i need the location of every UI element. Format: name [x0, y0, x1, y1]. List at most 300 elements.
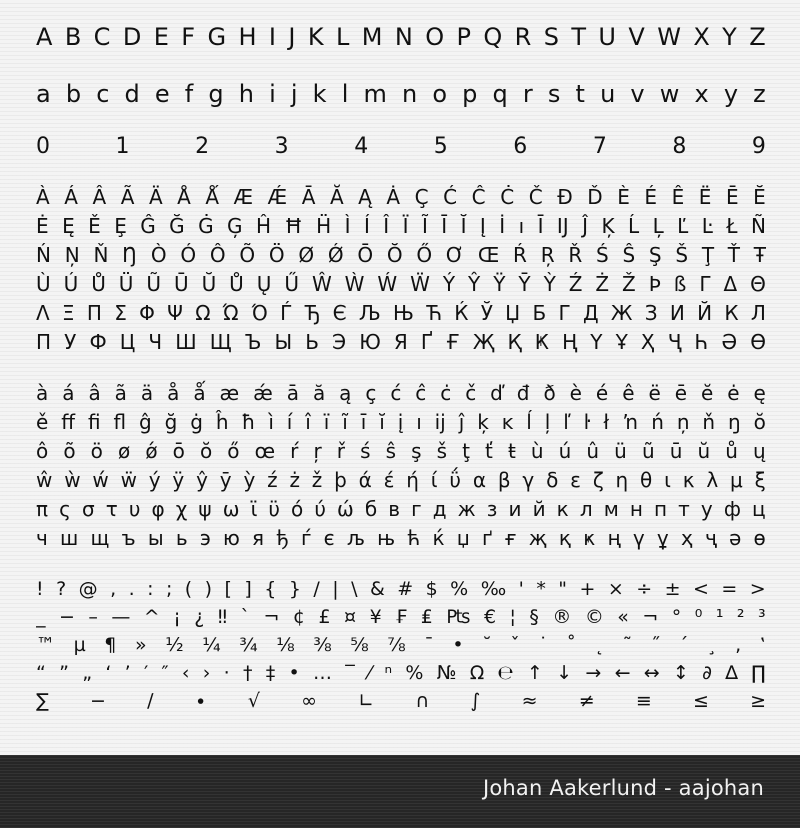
glyph: ẅ	[120, 467, 137, 492]
glyph: Ž	[622, 271, 636, 296]
glyph: К	[724, 300, 739, 325]
glyph: _	[36, 606, 46, 628]
glyph: Ң	[562, 329, 578, 354]
glyph: Ã	[120, 184, 135, 209]
glyph: s	[547, 80, 561, 108]
glyph: ↑	[527, 662, 543, 684]
glyph: ΰ	[449, 467, 461, 492]
glyph: ř	[336, 438, 346, 463]
glyph: g	[208, 80, 224, 108]
glyph: Ū	[173, 271, 189, 296]
glyph: Ĉ	[471, 184, 486, 209]
glyph: ¸	[706, 634, 717, 656]
glyph: ∆	[725, 662, 738, 684]
glyph: қ	[558, 525, 572, 550]
glyph: ℮	[497, 662, 514, 684]
glyph: ä	[140, 380, 154, 405]
glyph: ю	[223, 525, 240, 550]
glyph: щ	[90, 525, 110, 550]
glyph: ę	[753, 380, 766, 405]
glyph: $	[425, 578, 438, 600]
glyph: ¾	[239, 634, 258, 656]
glyph: ˙	[538, 634, 548, 656]
glyph: {	[264, 578, 277, 600]
glyph: Ұ	[615, 329, 628, 354]
glyph: –	[88, 606, 98, 628]
glyph: Ė	[36, 213, 49, 238]
glyph: ų	[753, 438, 766, 463]
glyph: ц	[752, 496, 766, 521]
glyph: Â	[92, 184, 107, 209]
glyph: Q	[483, 23, 503, 51]
glyph: Ξ	[61, 300, 75, 325]
glyph: б	[364, 496, 378, 521]
glyph: %	[450, 578, 469, 600]
glyph: l	[341, 80, 349, 108]
glyph: ‼	[217, 606, 228, 628]
glyph: ³	[758, 606, 766, 628]
glyph: ŝ	[385, 438, 397, 463]
glyph: Ć	[443, 184, 458, 209]
glyph: ǻ	[193, 380, 206, 405]
glyph: Ă	[329, 184, 344, 209]
glyph: n	[402, 80, 418, 108]
glyph: ‾	[345, 662, 355, 684]
glyph: Ņ	[64, 242, 80, 267]
glyph: S	[543, 23, 559, 51]
glyph: 4	[354, 133, 369, 159]
glyph: è	[569, 380, 582, 405]
glyph: į	[397, 409, 404, 434]
footer-bar	[0, 755, 800, 828]
glyph: Ţ	[701, 242, 715, 267]
glyph: ö	[90, 438, 103, 463]
glyph: I	[268, 23, 276, 51]
glyph: ό	[291, 496, 304, 521]
glyph: ż	[289, 467, 300, 492]
glyph: Ĵ	[582, 213, 589, 238]
glyph: Ў	[480, 300, 493, 325]
glyph: »	[134, 634, 147, 656]
glyph: Ĭ	[460, 213, 467, 238]
glyph: Ф	[89, 329, 107, 354]
glyph: F	[181, 23, 196, 51]
glyph: ж	[457, 496, 476, 521]
glyph: '	[518, 578, 524, 600]
glyph: Ų	[256, 271, 272, 296]
glyph: ȳ	[219, 467, 232, 492]
glyph: ∩	[415, 690, 430, 712]
glyph: Õ	[239, 242, 256, 267]
glyph: д	[432, 496, 447, 521]
glyph: Á	[64, 184, 78, 209]
glyph: ů	[725, 438, 738, 463]
glyph: ↕	[672, 662, 689, 684]
glyph: н	[629, 496, 643, 521]
extended-upper-row-6	[36, 327, 766, 356]
glyph: л	[579, 496, 593, 521]
glyph: ŀ	[583, 409, 591, 434]
glyph: п	[654, 496, 668, 521]
glyph: ™	[36, 634, 55, 656]
extended-upper-row-1	[36, 182, 766, 211]
glyph: Ŕ	[513, 242, 527, 267]
glyph: Ą	[358, 184, 372, 209]
glyph: Ń	[36, 242, 51, 267]
glyph: ‚	[735, 634, 742, 656]
glyph: p	[462, 80, 478, 108]
extended-lower-row-4	[36, 465, 766, 494]
glyph: ¿	[194, 606, 205, 628]
glyph: Φ	[139, 300, 155, 325]
glyph: ŕ	[290, 438, 299, 463]
glyph: ћ	[407, 525, 421, 550]
glyph: ь	[175, 525, 188, 550]
glyph: Ě	[88, 213, 101, 238]
glyph: Δ	[723, 271, 738, 296]
glyph: B	[64, 23, 82, 51]
glyph: Ĳ	[556, 213, 569, 238]
glyph: Җ	[472, 329, 495, 354]
glyph: Ҝ	[534, 329, 549, 354]
glyph: €	[483, 606, 497, 628]
glyph: U	[598, 23, 616, 51]
symbols-row-2	[36, 603, 766, 631]
glyph: ň	[702, 409, 716, 434]
glyph: ĸ	[501, 409, 514, 434]
glyph: d	[124, 80, 140, 108]
glyph: Ũ	[146, 271, 162, 296]
glyph: ]	[244, 578, 252, 600]
glyph: à	[36, 380, 49, 405]
glyph: (	[184, 578, 193, 600]
glyph: ς	[59, 496, 71, 521]
glyph: ;	[165, 578, 173, 600]
glyph: ŗ	[313, 438, 322, 463]
glyph: *	[536, 578, 546, 600]
glyph: ≠	[578, 690, 595, 712]
glyph: w	[659, 80, 680, 108]
glyph: Z	[749, 23, 766, 51]
glyph: |	[332, 578, 339, 600]
glyph: ы	[147, 525, 164, 550]
glyph: ψ	[198, 496, 212, 521]
glyph: A	[36, 23, 53, 51]
glyph: Ч	[148, 329, 163, 354]
glyph: Ŭ	[201, 271, 217, 296]
glyph: Ω	[195, 300, 211, 325]
glyph: Ī	[537, 213, 544, 238]
extended-upper-row-2	[36, 211, 766, 240]
glyph: ë	[648, 380, 661, 405]
glyph: −	[58, 606, 75, 628]
glyph: У	[64, 329, 77, 354]
glyph: ¦	[509, 606, 516, 628]
glyph: «	[617, 606, 629, 628]
glyph: ì	[268, 409, 274, 434]
glyph: Ǻ	[205, 184, 220, 209]
glyph: ẃ	[92, 467, 109, 492]
glyph: Ỳ	[543, 271, 556, 296]
glyph: Ḧ	[316, 213, 332, 238]
glyph: ⅛	[276, 634, 295, 656]
glyph: П	[36, 329, 52, 354]
glyph: Ë	[698, 184, 712, 209]
glyph: ι	[664, 467, 671, 492]
glyph: ∞	[301, 690, 317, 712]
glyph: È	[617, 184, 630, 209]
glyph: ′	[143, 662, 149, 684]
glyph: ı	[518, 213, 525, 238]
glyph: ө	[753, 525, 766, 550]
glyph: ±	[664, 578, 681, 600]
glyph: ҷ	[704, 525, 717, 550]
glyph: ǿ	[145, 438, 158, 463]
glyph: √	[247, 690, 260, 712]
glyph: Я	[393, 329, 408, 354]
glyph: ≡	[635, 690, 652, 712]
glyph: !	[36, 578, 44, 600]
glyph: Ű	[284, 271, 299, 296]
glyph: Č	[528, 184, 543, 209]
glyph: f	[184, 80, 194, 108]
glyph: ↓	[556, 662, 573, 684]
glyph: ũ	[641, 438, 655, 463]
glyph: Ì	[344, 213, 351, 238]
glyph: ѓ	[300, 525, 312, 550]
glyph: 3	[274, 133, 289, 159]
glyph: я	[252, 525, 265, 550]
glyph: ↔	[643, 662, 660, 684]
glyph: Ī	[441, 213, 448, 238]
glyph: ¹	[715, 606, 724, 628]
glyph: G	[207, 23, 227, 51]
glyph: β	[497, 467, 511, 492]
glyph: Ә	[721, 329, 738, 354]
glyph: “	[36, 662, 46, 684]
glyph: Í	[363, 213, 370, 238]
glyph: þ	[334, 467, 347, 492]
glyph: ₧	[446, 606, 471, 628]
glyph: ẁ	[64, 467, 81, 492]
glyph: ÿ	[172, 467, 185, 492]
glyph: ф	[723, 496, 741, 521]
glyph: R	[514, 23, 532, 51]
glyph: Ź	[568, 271, 583, 296]
glyph: Ż	[595, 271, 610, 296]
glyph: Ļ	[652, 213, 664, 238]
glyph: ĩ	[342, 409, 348, 434]
glyph: Ē	[725, 184, 739, 209]
glyph: ∫	[470, 690, 481, 712]
glyph: µ	[73, 634, 86, 656]
glyph: J	[288, 23, 296, 51]
glyph: k	[312, 80, 327, 108]
glyph: õ	[63, 438, 76, 463]
glyph: •	[452, 634, 464, 656]
lowercase-row	[36, 77, 766, 111]
glyph: ŋ	[728, 409, 741, 434]
glyph: ¤	[344, 606, 357, 628]
glyph: ‛	[759, 634, 766, 656]
glyph: X	[693, 23, 710, 51]
glyph: Ω	[469, 662, 485, 684]
glyph: м	[603, 496, 619, 521]
glyph: ỳ	[243, 467, 256, 492]
glyph: ∕	[147, 690, 154, 712]
glyph: ÷	[636, 578, 653, 600]
glyph: Ώ	[222, 300, 240, 325]
glyph: „	[82, 662, 93, 684]
glyph: Ģ	[227, 213, 243, 238]
glyph: ш	[60, 525, 79, 550]
glyph: <	[692, 578, 709, 600]
glyph: Î	[383, 213, 390, 238]
glyph: )	[204, 578, 213, 600]
glyph: є	[323, 525, 335, 550]
glyph: ¬	[642, 606, 659, 628]
glyph: ұ	[656, 525, 669, 550]
glyph: ξ	[754, 467, 766, 492]
glyph: Ц	[119, 329, 136, 354]
extended-lower-row-1	[36, 378, 766, 407]
glyph: ō	[172, 438, 185, 463]
glyph: ·	[223, 662, 230, 684]
glyph: P	[456, 23, 471, 51]
glyph: ﬀ	[61, 409, 76, 434]
glyph: b	[65, 80, 82, 108]
glyph: ė	[727, 380, 740, 405]
glyph: Ķ	[601, 213, 615, 238]
glyph: ≥	[750, 690, 766, 712]
extended-upper-row-3	[36, 240, 766, 269]
glyph: #	[397, 578, 414, 600]
glyph: ŏ	[753, 409, 766, 434]
glyph: Қ	[507, 329, 522, 354]
glyph: ζ	[592, 467, 604, 492]
glyph: Ẁ	[344, 271, 365, 296]
glyph: й	[532, 496, 546, 521]
glyph: ε	[570, 467, 581, 492]
glyph: %	[405, 662, 424, 684]
glyph: Ẅ	[410, 271, 430, 296]
glyph: ∂	[702, 662, 712, 684]
glyph: ņ	[676, 409, 690, 434]
glyph: Ŷ	[468, 271, 481, 296]
glyph: ğ	[164, 409, 178, 434]
glyph: \	[351, 578, 358, 600]
glyph: Д	[583, 300, 599, 325]
glyph: ¶	[104, 634, 117, 656]
glyph: Ā	[301, 184, 316, 209]
glyph: ŭ	[697, 438, 711, 463]
glyph: u	[600, 80, 616, 108]
glyph: Э	[332, 329, 347, 354]
glyph: Æ	[233, 184, 254, 209]
digits-row	[36, 129, 766, 163]
glyph: ή	[406, 467, 419, 492]
glyph: Ŵ	[311, 271, 332, 296]
glyph: Ĺ	[627, 213, 640, 238]
glyph: Γ	[699, 271, 711, 296]
glyph: έ	[383, 467, 395, 492]
glyph: Ĝ	[140, 213, 156, 238]
glyph: Ĩ	[421, 213, 428, 238]
glyph: û	[586, 438, 600, 463]
glyph: ∟	[358, 690, 375, 712]
glyph: љ	[346, 525, 365, 550]
glyph: Ÿ	[493, 271, 506, 296]
glyph: ґ	[482, 525, 493, 550]
glyph: ″	[161, 662, 169, 684]
glyph: a	[36, 80, 51, 108]
glyph: m	[363, 80, 387, 108]
glyph: Ś	[596, 242, 609, 267]
glyph: Й	[697, 300, 713, 325]
glyph: ġ	[190, 409, 203, 434]
glyph: Ő	[416, 242, 433, 267]
glyph: ć	[390, 380, 402, 405]
glyph: Þ	[648, 271, 661, 296]
glyph: ¢	[292, 606, 305, 628]
glyph: ď	[490, 380, 503, 405]
glyph: °	[671, 606, 682, 628]
glyph: ¡	[173, 606, 181, 628]
glyph: ’	[124, 662, 131, 684]
glyph: ź	[267, 467, 278, 492]
glyph: ќ	[432, 525, 445, 550]
glyph: 2	[195, 133, 210, 159]
glyph: H	[238, 23, 257, 51]
glyph: −	[90, 690, 106, 712]
symbols-row-4	[36, 659, 766, 687]
glyph: Л	[750, 300, 766, 325]
glyph: i	[269, 80, 276, 108]
glyph: ‘	[105, 662, 112, 684]
glyph: Ň	[93, 242, 109, 267]
glyph: ù	[530, 438, 544, 463]
glyph: @	[78, 578, 98, 600]
glyph: ϊ	[250, 496, 258, 521]
glyph: K	[307, 23, 324, 51]
glyph: ‹	[181, 662, 190, 684]
symbols-row-1	[36, 575, 766, 603]
glyph: ώ	[337, 496, 354, 521]
glyph: ą	[339, 380, 352, 405]
glyph: é	[595, 380, 609, 405]
glyph: æ	[219, 380, 240, 405]
glyph: χ	[175, 496, 188, 521]
glyph: ě	[36, 409, 49, 434]
glyph: ł	[603, 409, 610, 434]
glyph: Y	[722, 23, 737, 51]
glyph: т	[678, 496, 690, 521]
glyph: ă	[312, 380, 326, 405]
glyph: α	[472, 467, 486, 492]
glyph: ¯	[424, 634, 434, 656]
glyph: /	[313, 578, 320, 600]
glyph: ҳ	[680, 525, 693, 550]
glyph: ĭ	[379, 409, 385, 434]
glyph: }	[288, 578, 301, 600]
glyph: ő	[227, 438, 240, 463]
glyph: r	[522, 80, 533, 108]
glyph: ¥	[369, 606, 382, 628]
glyph: ĉ	[415, 380, 427, 405]
glyph: ί	[430, 467, 438, 492]
glyph: ω	[222, 496, 240, 521]
glyph: E	[153, 23, 169, 51]
